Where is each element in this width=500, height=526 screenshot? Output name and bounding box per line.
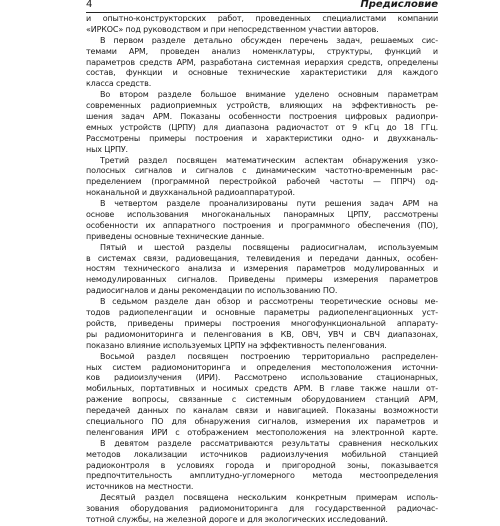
text-line: шения задач АРМ. Показаны особенности построения цифровых радиопри- xyxy=(86,112,438,122)
text-line: источников на местности. xyxy=(86,482,194,492)
text-line: класса средств. xyxy=(86,79,152,89)
text-line: Рассмотрены примеры построения и характеристики одно- и двухканаль- xyxy=(86,133,438,143)
text-line: радиосигналов и даны рекомендации по использованию ПО. xyxy=(86,286,338,296)
text-line: показано влияние используемых ЦРПУ на эффективность пеленгования. xyxy=(86,340,387,350)
running-title: Предисловие xyxy=(360,0,438,10)
text-line: передачей данных по каналам связи и навигацией. Показаны возможности xyxy=(86,406,438,416)
text-line: методов локализации источников радиоизлучения мобильной станцией xyxy=(86,449,438,459)
text-line: ных систем радиомониторинга и определения местоположения источни- xyxy=(86,362,438,372)
page-header xyxy=(86,0,438,13)
text-line: В седьмом разделе дан обзор и рассмотрены теоретические основы ме- xyxy=(100,297,438,307)
body-text xyxy=(86,14,438,526)
text-line: зования оборудования радиомониторинга для государственной радиочас- xyxy=(86,504,438,514)
text-line: емных устройств (ЦРПУ) для диапазона радиочастот от 9 кГц до 18 ГГц. xyxy=(86,122,438,132)
text-line: тодов радиопеленгации и основные параметры радиопеленгационных уст- xyxy=(86,308,438,318)
text-line: темами АРМ, проведен анализ номенклатуры, структуры, функций и xyxy=(86,46,438,56)
text-line: Десятый раздел посвящена нескольким конкретным примерам исполь- xyxy=(100,493,438,503)
text-line: состав, функции и основные технические характеристики для каждого xyxy=(86,68,438,78)
text-line: немодулированных сигналов. Приведены примеры измерения параметров xyxy=(86,275,438,285)
text-line: Пятый и шестой разделы посвящены радиосигналам, используемым xyxy=(100,242,438,252)
text-line: тотной службы, на железной дороге и для экологических исследований. xyxy=(86,514,388,524)
text-line: ройств, приведены примеры построения многофункциональной аппарату- xyxy=(86,318,438,328)
text-line: ков радиоизлучения (ИРИ). Рассмотрено использование стационарных, xyxy=(86,373,438,383)
text-line: Третий раздел посвящен математическим аспектам обнаружения узко- xyxy=(100,155,438,165)
text-line: В девятом разделе рассматриваются результаты сравнения нескольких xyxy=(100,438,438,448)
text-line: приведены основные технические данные. xyxy=(86,231,265,241)
text-line: особенности их аппаратного построения и программного обеспечения (ПО), xyxy=(86,220,438,230)
page-number: 4 xyxy=(86,0,93,10)
text-line: ры радиомониторинга и пеленгования в КВ, ОВЧ, УВЧ и СВЧ диапазонах, xyxy=(86,329,438,339)
text-line: Во втором разделе большое внимание уделено основным параметрам xyxy=(100,90,438,100)
text-line: специального ПО для обнаружения сигналов, измерения их параметров и xyxy=(86,416,438,426)
text-line: предпочтительность амплитудно-угломерного метода местоопределения xyxy=(86,471,438,481)
text-line: основе использования многоканальных панорамных ЦРПУ, рассмотрены xyxy=(86,210,438,220)
text-line: В четвертом разделе проанализированы пути решения задач АРМ на xyxy=(100,199,438,209)
text-line: «ИРКОС» под руководством и при непосредственном участии авторов. xyxy=(86,24,379,34)
text-line: ностям технического анализа и измерения параметров модулированных и xyxy=(86,264,438,274)
text-line: В первом разделе детально обсужден перечень задач, решаемых сис- xyxy=(100,35,438,45)
text-line: ноканальной и двухканальной радиоаппаратурой. xyxy=(86,188,295,198)
text-line: пеленгования ИРИ с отображением местоположения на электронной карте. xyxy=(86,427,438,437)
text-line: Восьмой раздел посвящен построению территориально распределен- xyxy=(100,351,438,361)
text-line: полосных сигналов и сигналов с динамическим частотно-временным рас- xyxy=(86,166,438,176)
text-line: современных радиоприемных устройств, влияющих на эффективность ре- xyxy=(86,101,438,111)
text-line: параметров средств АРМ, разработана системная иерархия средств, определены xyxy=(86,57,438,67)
text-line: ражение вопросы, связанные с системным оборудованием станций АРМ, xyxy=(86,395,438,405)
text-line: и опытно-конструкторских работ, проведенных специалистами компании xyxy=(86,14,438,23)
text-line: мобильных, портативных и носимых средств АРМ. В главе также нашли от- xyxy=(86,384,438,394)
text-line: пределением (программной перестройкой рабочей частоты — ППРЧ) од- xyxy=(86,177,438,187)
text-line: в системах связи, радиовещания, телевидения и передачи данных, особен- xyxy=(86,253,438,263)
text-line: радиоконтроля в условиях города и пригородной зоны, показывается xyxy=(86,460,438,470)
text-line: ных ЦРПУ. xyxy=(86,144,128,154)
